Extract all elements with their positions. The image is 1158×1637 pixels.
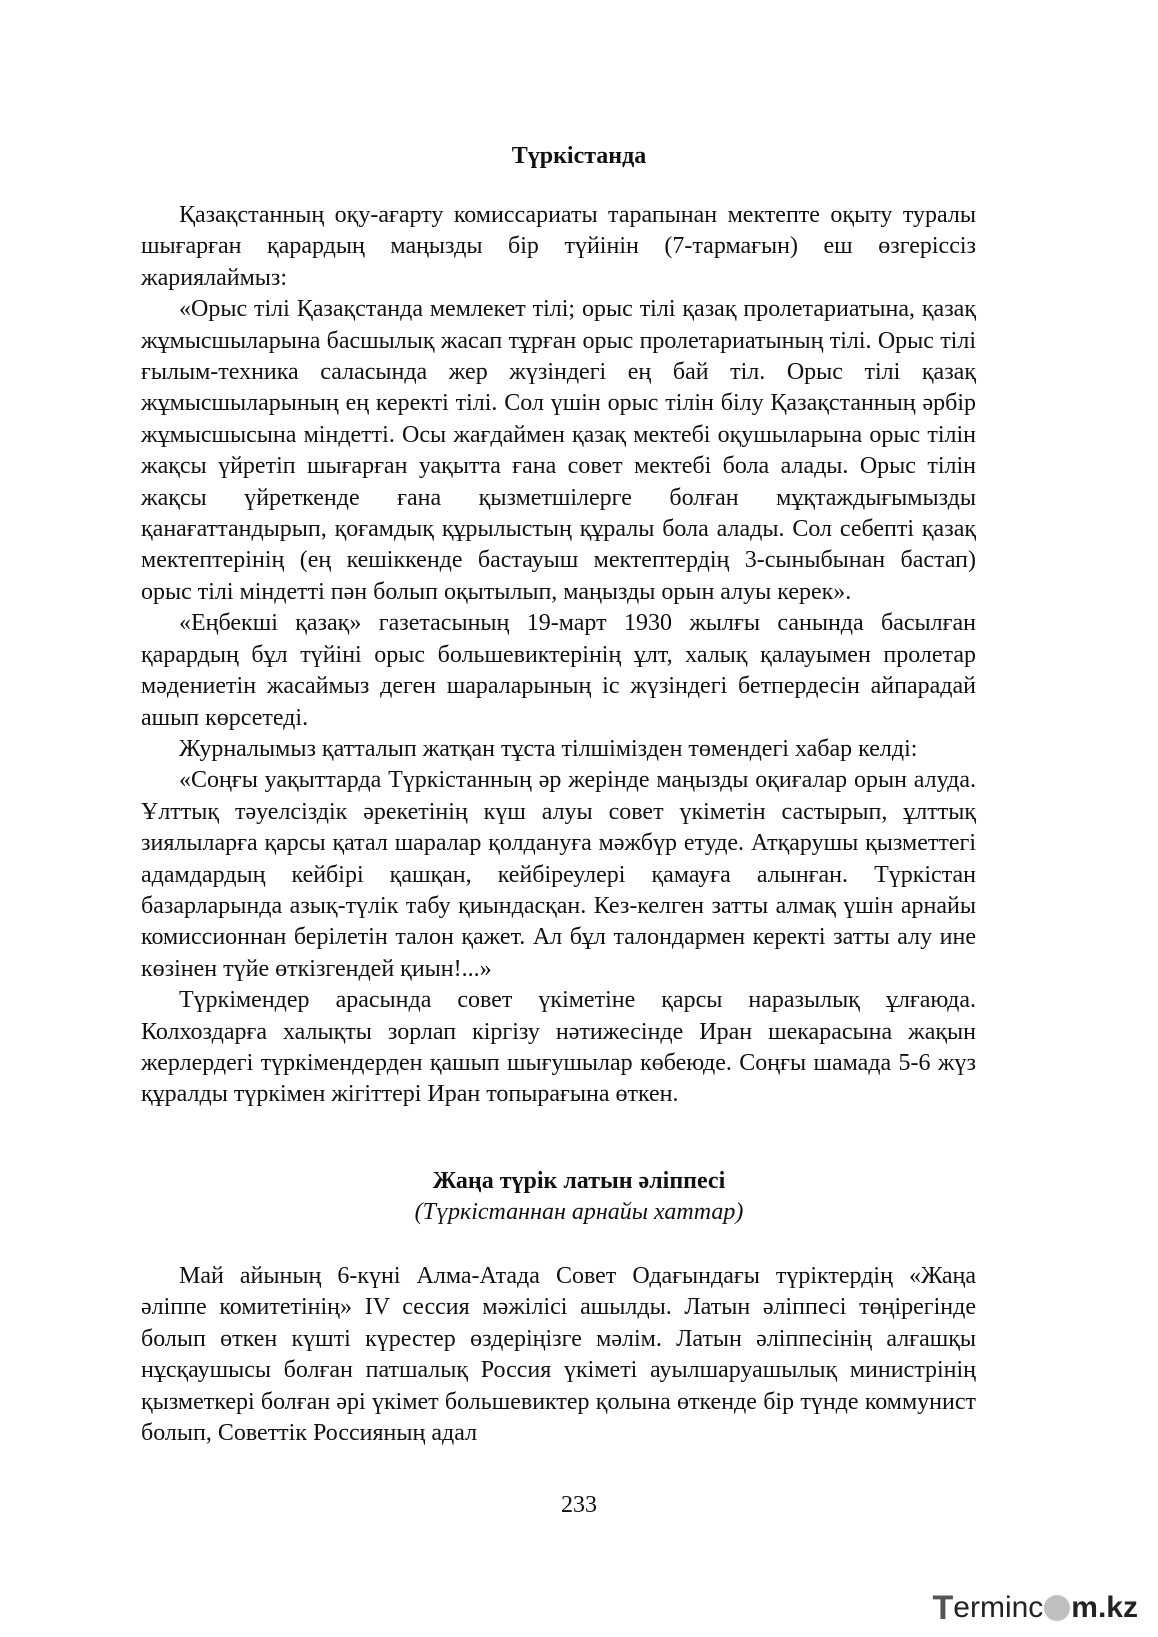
paragraph: Қазақстанның оқу-ағарту комиссариаты тарапынан мектепте оқыту туралы шығарған қарардың маңызды бір түйінін (7-тармағын) еш өзгеріссіз жариялаймыз:	[141, 202, 976, 291]
section-title-turkistanda: Түркістанда	[511, 143, 647, 169]
section-body-turkistanda	[141, 200, 976, 1111]
section-title-alphabet: Жаңа түрік латын әліппесі	[432, 1168, 726, 1194]
page-number: 233	[561, 1492, 597, 1518]
termincom-watermark	[933, 1588, 1139, 1628]
paragraph: «Орыс тілі Қазақстанда мемлекет тілі; орыс тілі қазақ пролетариатына, қазақ жұмысшыларына басшылық жасап тұрған орыс пролетариатының тілі. Орыс тілі ғылым-техника саласында жер жүзіндегі ең бай тіл. Орыс тілі қазақ жұмысшыларының ең керекті тілі. Сол үшін орыс тілін білу Қазақстанның әрбір жұмысшысына міндетті. Осы жағдаймен қазақ мектебі оқушыларына орыс тілін жақсы үйретіп шығарған уақытта ғана совет мектебі бола алады. Орыс тілін жақсы үйреткенде ғана қызметшілерге болған мұқтаждығымызды қанағаттандырып, қоғамдық құрылыстың құралы бола алады. Сол себепті қазақ мектептерінің (ең кешіккенде бастауыш мектептердің 3-сыныбынан бастап) орыс тілі міндетті пән болып оқытылып, маңызды орын алуы керек».	[141, 296, 976, 605]
paragraph: Түркімендер арасында совет үкіметіне қарсы наразылық ұлғаюда. Колхоздарға халықты зорлап кіргізу нәтижесінде Иран шекарасына жақын жерлердегі түркімендерден қашып шығушылар көбеюде. Соңғы шамада 5-6 жүз құралды түркімен жігіттері Иран топырағына өткен.	[141, 987, 976, 1108]
section-body-alphabet	[141, 1261, 976, 1449]
paragraph: Журналымыз қатталып жатқан тұста тілшімізден төмендегі хабар келді:	[179, 735, 918, 762]
paragraph: «Еңбекші қазақ» газетасының 19-март 1930 жылғы санында басылған қарардың бұл түйіні орыс большевиктерінің ұлт, халық қалауымен пролетар мәдениетін жасаймыз деген шараларының іс жүзіндегі бетпердесін айпарадай ашып көрсетеді.	[141, 610, 976, 731]
watermark-letter: T	[932, 1588, 954, 1627]
paragraph: «Соңғы уақыттарда Түркістанның әр жерінде маңызды оқиғалар орын алуда. Ұлттық тәуелсіздік әрекетінің күш алуы совет үкіметін састырып, ұлттық зиялыларға қарсы қатал шаралар қолдануға мәжбүр етуде. Атқарушы қызметтегі адамдардың кейбірі қашқан, кейбіреулері қамауға алынған. Түркістан базарларында азық-түлік табу қиындасқан. Кез-келген затты алмақ үшін арнайы комиссионнан берілетін талон қажет. Ал бұл талондармен керекті затты алу ине көзінен түйе өткізгендей қиын!...»	[141, 767, 976, 982]
watermark-text: erminc	[953, 1591, 1044, 1624]
watermark-domain: m.kz	[1071, 1591, 1138, 1624]
watermark-circle-icon	[1044, 1595, 1070, 1621]
paragraph: Май айының 6-күні Алма-Атада Совет Одағындағы түріктердің «Жаңа әліппе комитетінің» IV сессия мәжілісі ашылды. Латын әліппесі төңірегінде болып өткен күшті күрестер өздеріңізге мәлім. Латын әліппесінің алғашқы нұсқаушысы болған патшалық Россия үкіметі ауылшаруашылық министрінің қызметкері болған әрі үкімет большевиктер қолына өткенде бір түнде коммунист болып, Советтік Россияның адал	[141, 1263, 976, 1447]
section-subtitle-alphabet: (Түркістаннан арнайы хаттар)	[414, 1199, 744, 1225]
